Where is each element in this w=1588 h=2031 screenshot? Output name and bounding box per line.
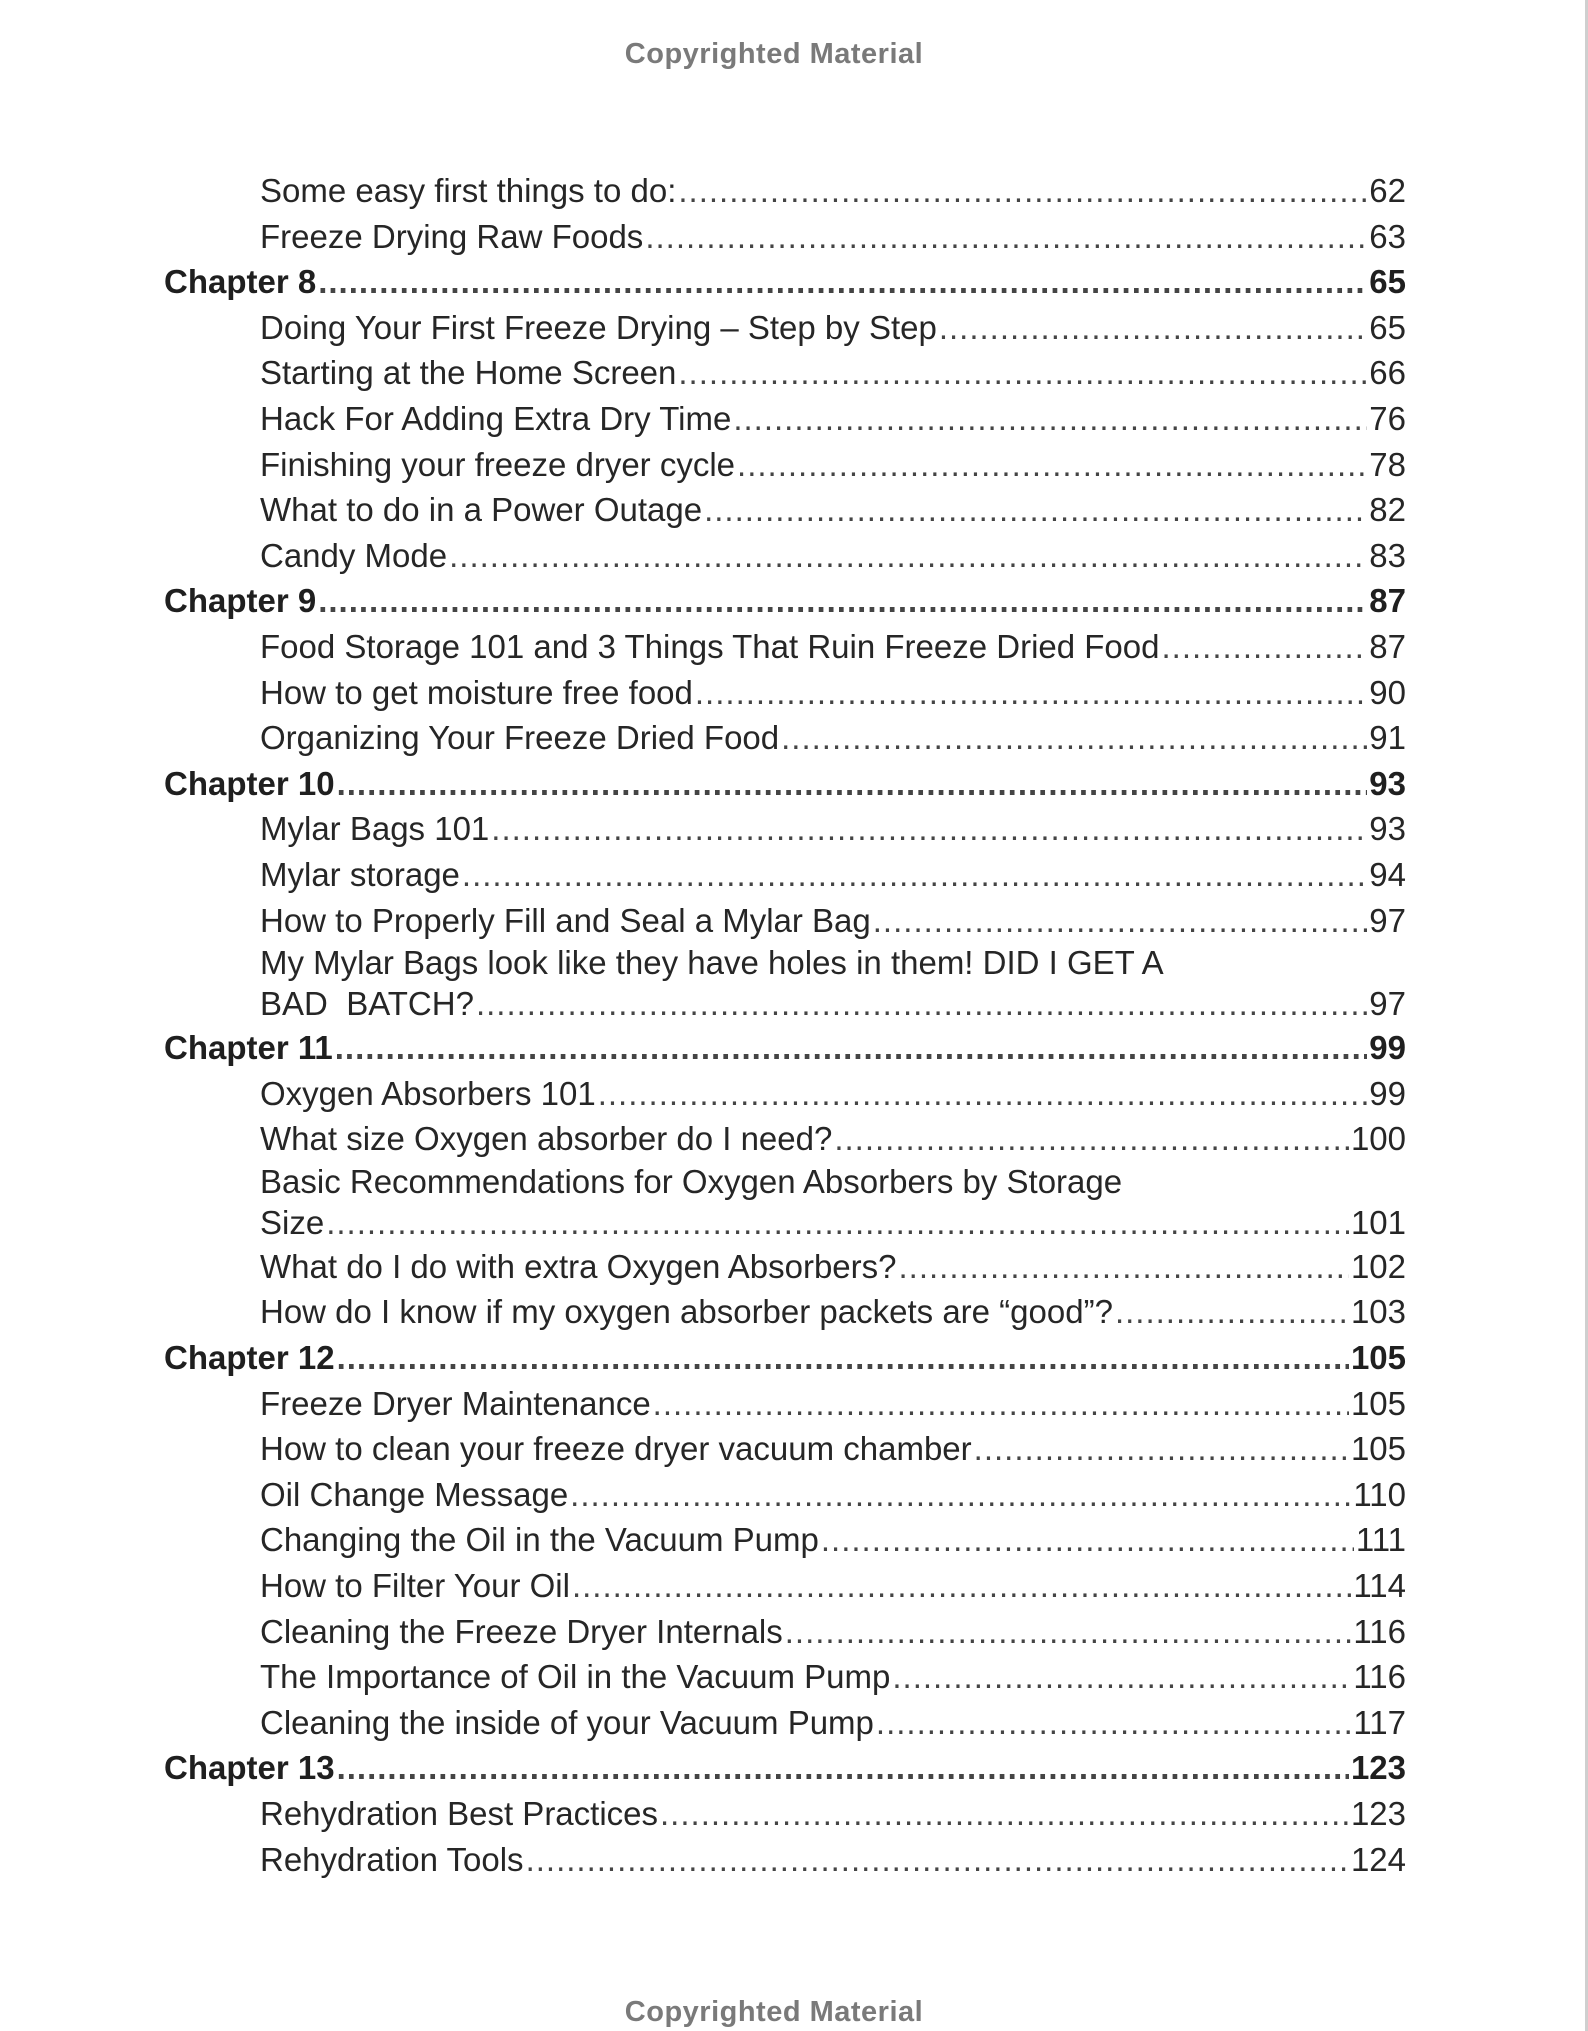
dot-leader (572, 1563, 1351, 1609)
toc-page-number: 117 (1353, 1703, 1406, 1741)
toc-page-number: 62 (1369, 172, 1406, 209)
dot-leader (653, 1381, 1349, 1427)
toc-page-number: 102 (1350, 1247, 1406, 1285)
toc-entry[interactable] (164, 396, 1406, 442)
toc-entry-title: Organizing Your Freeze Dried Food (260, 719, 780, 757)
toc-entry-title: Some easy first things to do: (260, 172, 677, 209)
toc-entry-title: The Importance of Oil in the Vacuum Pump (260, 1658, 891, 1696)
toc-page-number: 82 (1369, 491, 1406, 529)
toc-entry-title: Mylar Bags 101 (260, 810, 490, 848)
toc-page-number: 87 (1369, 627, 1406, 665)
table-of-contents (164, 168, 1406, 1882)
toc-entry-wrapped-line[interactable]: My Mylar Bags look like they have holes in them! DID I GET A (260, 944, 1164, 982)
toc-entry-title: Oil Change Message (260, 1475, 569, 1513)
toc-entry[interactable] (164, 1517, 1406, 1563)
toc-entry[interactable] (164, 442, 1406, 488)
dot-leader (598, 1071, 1368, 1117)
toc-chapter-title: Chapter 11 (164, 1029, 333, 1067)
toc-entry-title: How to Properly Fill and Seal a Mylar Bag (260, 901, 871, 939)
toc-entry-title: What do I do with extra Oxygen Absorbers? (260, 1247, 897, 1285)
toc-entry[interactable] (164, 852, 1406, 898)
toc-entry-title: How to clean your freeze dryer vacuum chamber (260, 1430, 972, 1468)
toc-page-number: 93 (1369, 764, 1406, 802)
toc-entry[interactable] (164, 487, 1406, 533)
dot-leader (326, 1202, 1349, 1244)
dot-leader (1115, 1289, 1349, 1335)
toc-page-number: 97 (1369, 901, 1406, 939)
toc-chapter-title: Chapter 8 (164, 263, 317, 301)
toc-entry[interactable] (164, 624, 1406, 670)
toc-entry-title: Food Storage 101 and 3 Things That Ruin Freeze Dried Food (260, 627, 1160, 665)
toc-entry-title: Doing Your First Freeze Drying – Step by Step (260, 308, 937, 346)
toc-page-number: 87 (1369, 582, 1406, 620)
toc-entry[interactable] (164, 1289, 1406, 1335)
toc-entry[interactable] (164, 1837, 1406, 1883)
toc-entry-title: Candy Mode (260, 536, 448, 574)
toc-entry[interactable] (164, 898, 1406, 944)
toc-entry[interactable] (164, 1071, 1406, 1117)
toc-entry-title: What to do in a Power Outage (260, 491, 703, 529)
toc-entry[interactable] (164, 670, 1406, 716)
toc-entry[interactable] (164, 1472, 1406, 1518)
dot-leader (899, 1244, 1349, 1290)
toc-page-number: 111 (1355, 1521, 1406, 1559)
dot-leader (337, 1745, 1349, 1791)
toc-entry-title: Size (260, 1203, 325, 1241)
dot-leader (733, 396, 1367, 442)
toc-page-number: 78 (1369, 445, 1406, 483)
dot-leader (318, 259, 1367, 305)
toc-chapter-title: Chapter 13 (164, 1749, 335, 1787)
dot-leader (337, 1335, 1349, 1381)
dot-leader (645, 214, 1367, 260)
dot-leader (449, 533, 1367, 579)
toc-entry-title: Rehydration Tools (260, 1840, 524, 1878)
toc-entry[interactable] (164, 1426, 1406, 1472)
toc-entry-title: What size Oxygen absorber do I need? (260, 1120, 833, 1158)
toc-page-number: 100 (1350, 1120, 1406, 1158)
toc-chapter[interactable] (164, 761, 1406, 807)
toc-chapter[interactable] (164, 1745, 1406, 1791)
toc-entry[interactable] (164, 350, 1406, 396)
dot-leader (1162, 624, 1368, 670)
toc-page-number: 110 (1353, 1475, 1406, 1513)
dot-leader (892, 1654, 1351, 1700)
toc-page-number: 99 (1369, 1074, 1406, 1112)
header-watermark: Copyrighted Material (624, 38, 924, 70)
toc-page-number: 114 (1353, 1567, 1406, 1605)
toc-entry-title: Starting at the Home Screen (260, 354, 677, 392)
toc-entry[interactable] (164, 1791, 1406, 1837)
toc-page-number: 65 (1369, 308, 1406, 346)
toc-page-number: 93 (1369, 810, 1406, 848)
toc-page-number: 66 (1369, 354, 1406, 392)
toc-entry-title: Oxygen Absorbers 101 (260, 1074, 596, 1112)
toc-chapter[interactable] (164, 1335, 1406, 1381)
toc-page-number: 123 (1350, 1749, 1406, 1787)
toc-entry[interactable] (164, 1202, 1406, 1244)
dot-leader (876, 1700, 1351, 1746)
dot-leader (318, 578, 1367, 624)
toc-entry[interactable] (164, 1654, 1406, 1700)
toc-entry-title: Changing the Oil in the Vacuum Pump (260, 1521, 819, 1559)
toc-entry-title: How do I know if my oxygen absorber packets are “good”? (260, 1293, 1113, 1331)
dot-leader (570, 1472, 1351, 1518)
toc-page-number: 91 (1369, 719, 1406, 757)
toc-entry[interactable] (164, 168, 1406, 214)
dot-leader (821, 1517, 1354, 1563)
dot-leader (660, 1791, 1349, 1837)
toc-entry[interactable] (164, 533, 1406, 579)
toc-entry-title: How to get moisture free food (260, 673, 693, 711)
toc-page-number: 90 (1369, 673, 1406, 711)
toc-entry[interactable] (164, 1563, 1406, 1609)
dot-leader (462, 852, 1367, 898)
toc-chapter-title: Chapter 9 (164, 582, 317, 620)
toc-entry[interactable] (164, 1609, 1406, 1655)
toc-entry[interactable] (164, 715, 1406, 761)
toc-chapter-title: Chapter 12 (164, 1339, 335, 1377)
dot-leader (678, 350, 1367, 396)
toc-entry-title: Freeze Dryer Maintenance (260, 1384, 651, 1422)
dot-leader (834, 1116, 1349, 1162)
toc-entry[interactable] (164, 1116, 1406, 1162)
toc-page-number: 97 (1369, 985, 1406, 1023)
toc-entry-title: How to Filter Your Oil (260, 1567, 570, 1605)
toc-page-number: 123 (1350, 1795, 1406, 1832)
toc-page-number: 63 (1369, 217, 1406, 255)
dot-leader (785, 1609, 1352, 1655)
toc-page-number: 101 (1350, 1203, 1406, 1241)
toc-entry-title: Mylar storage (260, 855, 460, 893)
toc-entry-title: Freeze Drying Raw Foods (260, 217, 644, 255)
toc-chapter[interactable] (164, 1025, 1406, 1071)
toc-page-number: 116 (1353, 1658, 1406, 1696)
footer-watermark: Copyrighted Material (624, 1996, 924, 2028)
dot-leader (974, 1426, 1349, 1472)
toc-entry[interactable] (164, 305, 1406, 351)
toc-page-number: 105 (1350, 1384, 1406, 1422)
toc-page-number: 103 (1350, 1293, 1406, 1331)
dot-leader (873, 898, 1368, 944)
toc-entry-title: Cleaning the inside of your Vacuum Pump (260, 1703, 874, 1741)
dot-leader (476, 983, 1367, 1025)
dot-leader (737, 442, 1367, 488)
toc-entry-title: Rehydration Best Practices (260, 1795, 659, 1832)
toc-entry[interactable] (164, 806, 1406, 852)
toc-page-number: 94 (1369, 855, 1406, 893)
toc-entry-title: Finishing your freeze dryer cycle (260, 445, 736, 483)
toc-entry-title: BAD BATCH? (260, 985, 474, 1023)
toc-entry-title: Cleaning the Freeze Dryer Internals (260, 1612, 783, 1650)
toc-chapter-title: Chapter 10 (164, 764, 335, 802)
toc-page-number: 83 (1369, 536, 1406, 574)
toc-page-number: 116 (1353, 1612, 1406, 1650)
toc-entry-wrapped-line[interactable]: Basic Recommendations for Oxygen Absorbers by Storage (260, 1162, 1123, 1200)
dot-leader (704, 487, 1367, 533)
toc-entry[interactable] (164, 214, 1406, 260)
dot-leader (526, 1837, 1349, 1883)
dot-leader (939, 305, 1367, 351)
toc-page-number: 124 (1350, 1840, 1406, 1878)
toc-entry[interactable] (164, 1381, 1406, 1427)
toc-page-number: 65 (1369, 263, 1406, 301)
toc-page-number: 99 (1369, 1029, 1406, 1067)
toc-entry[interactable] (164, 1244, 1406, 1290)
dot-leader (695, 670, 1367, 716)
dot-leader (491, 806, 1367, 852)
toc-entry[interactable] (164, 1700, 1406, 1746)
toc-entry-title: Hack For Adding Extra Dry Time (260, 399, 732, 437)
toc-chapter[interactable] (164, 578, 1406, 624)
toc-page-number: 105 (1350, 1339, 1406, 1377)
toc-entry[interactable] (164, 983, 1406, 1025)
dot-leader (335, 1025, 1368, 1071)
toc-page-number: 105 (1350, 1430, 1406, 1468)
dot-leader (337, 761, 1368, 807)
toc-page-number: 76 (1369, 399, 1406, 437)
dot-leader (781, 715, 1367, 761)
toc-chapter[interactable] (164, 259, 1406, 305)
dot-leader (678, 168, 1367, 214)
